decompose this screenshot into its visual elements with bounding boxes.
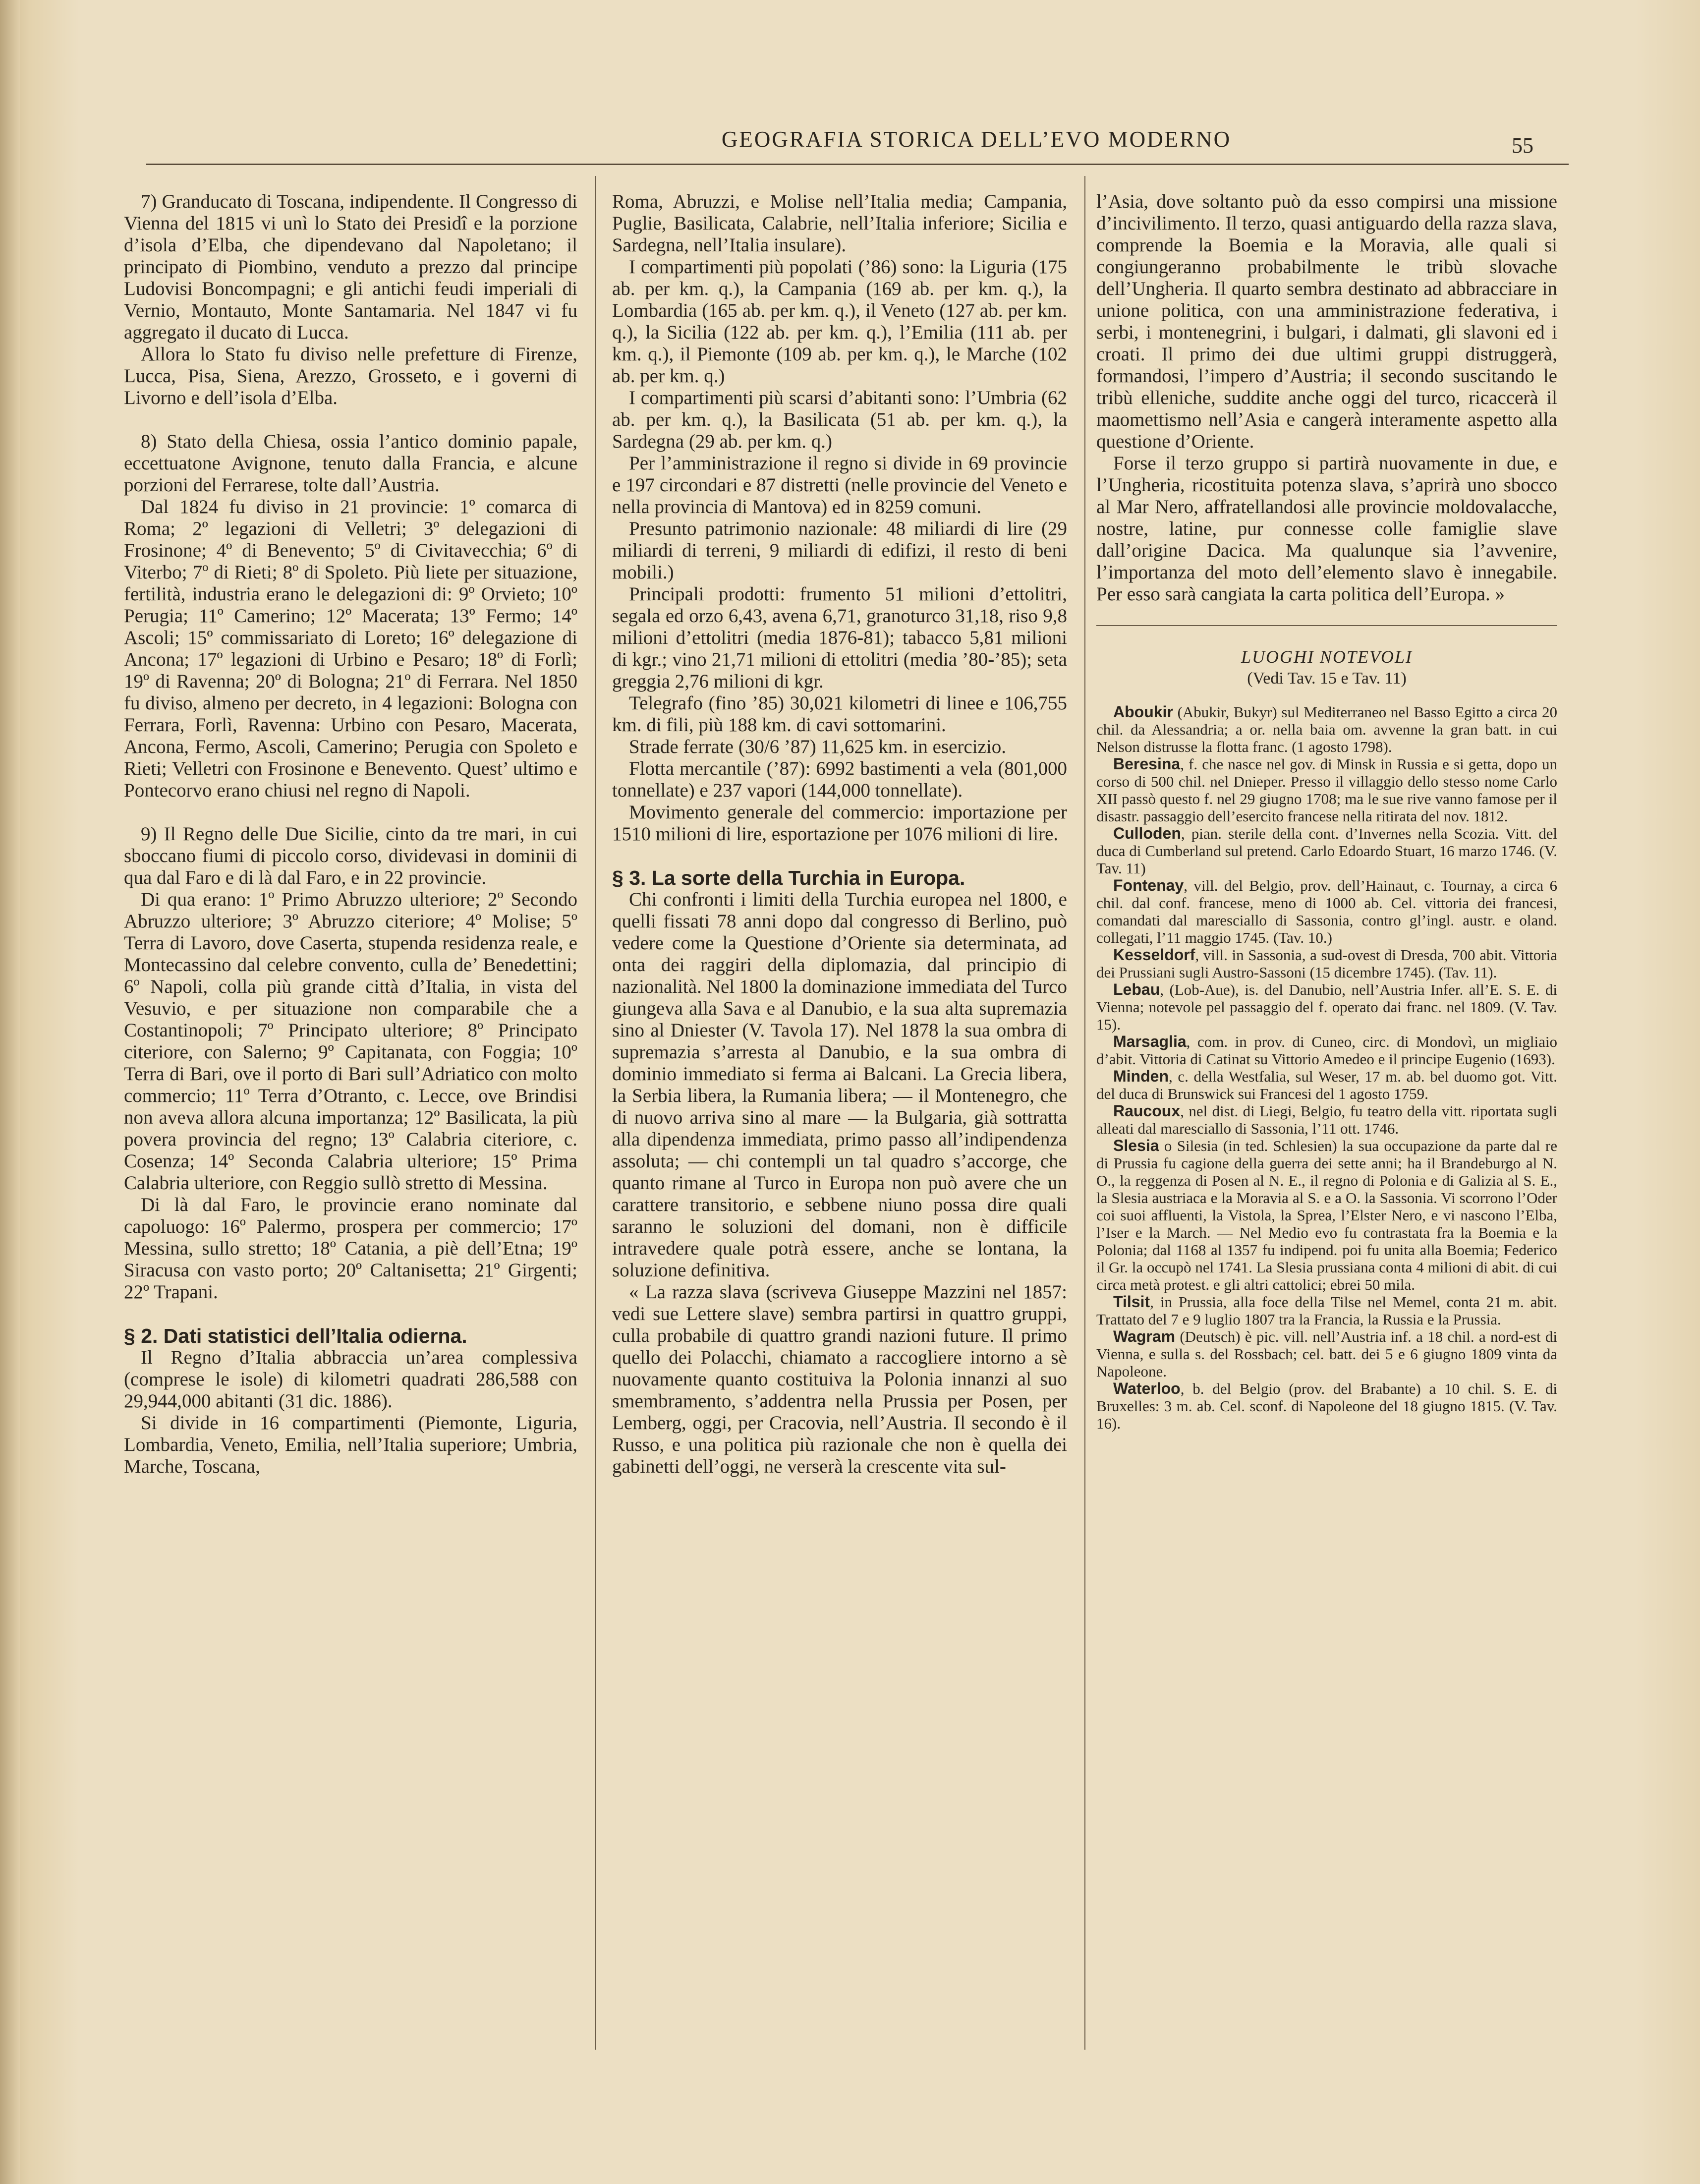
page-number: 55: [1512, 133, 1533, 158]
entry-tilsit: Tilsit, in Prussia, alla foce della Tilse nel Memel, conta 21 m. abit. Trattato del 7 e 9 luglio 1807 tra la Francia, la Russia e la Prussia.: [1096, 1293, 1557, 1328]
entry-kesseldorf: Kesseldorf, vill. in Sassonia, a sud-ovest di Dresda, 700 abit. Vittoria dei Prussiani sugli Austro-Sassoni (15 dicembre 1745). (Tav. 11).: [1096, 946, 1557, 981]
running-header: GEOGRAFIA STORICA DELL’EVO MODERNO: [721, 127, 1232, 152]
entry-minden: Minden, c. della Westfalia, sul Weser, 17 m. ab. bel duomo got. Vitt. del duca di Brunswick sui Francesi del 1 agosto 1759.: [1096, 1067, 1557, 1102]
entry-raucoux: Raucoux, nel dist. di Liegi, Belgio, fu teatro della vitt. riportata sugli alleati dal maresciallo di Sassonia, l’11 ott. 1746.: [1096, 1102, 1557, 1137]
paragraph-turchia: Chi confronti i limiti della Turchia europea nel 1800, e quelli fissati 78 anni dopo dal congresso di Berlino, può vedere come la Questione d’Oriente sia determinata, ad onta dei raggiri della diplomazia, dal principio di nazionalità. Nel 1800 la dominazione immediata del Turco giungeva alla Sava e al Danubio, e la sua alta supremazia sino al Dniester (V. Tavola 17). Nel 1878 la sua ombra di supremazia s’arresta al Danubio, e la sua ombra di dominio immediato si ferma ai Balcani. La Grecia libera, la Serbia libera, la Rumania libera; — il Montenegro, che di nuovo arriva sino al mare — la Bulgaria, già sottratta alla dipendenza immediata, primo passo all’indipendenza assoluta; — chi contempli un tal quadro s’accorge, che quanto rimane al Turco in Europa non può avere che un carattere transitorio, e sebbene niuno possa dire quali saranno le soluzioni del domani, non è difficile intravedere quale potrà essere, anche se lontana, la soluzione definitiva.: [612, 889, 1067, 1281]
paragraph-commercio: Movimento generale del commercio: importazione per 1510 milioni di lire, esportazione per 1076 milioni di lire.: [612, 802, 1067, 845]
luoghi-notevoli-title: LUOGHI NOTEVOLI: [1241, 647, 1413, 667]
paragraph-telegrafo: Telegrafo (fino ’85) 30,021 kilometri di linee e 106,755 km. di fili, più 188 km. di cavi sottomarini.: [612, 692, 1067, 736]
entry-wagram: Wagram (Deutsch) è pic. vill. nell’Austria inf. a 18 chil. a nord-est di Vienna, e sulla s. del Rossbach; cel. batt. dei 5 e 6 giugno 1809 vinta da Napoleone.: [1096, 1327, 1557, 1380]
column-3: [1096, 191, 1557, 1432]
column-rule-left: [595, 176, 596, 2050]
entry-beresina: Beresina, f. che nasce nel gov. di Minsk in Russia e si getta, dopo un corso di 500 chil. nel Dnieper. Presso il villaggio dello stesso nome Carlo XII passò questo f. nel 29 giugno 1708; ma le sue rive vanno famose per il disastr. passaggio dell’esercito francese nella ritirata del nov. 1812.: [1096, 755, 1557, 825]
entry-waterloo: Waterloo, b. del Belgio (prov. del Brabante) a 10 chil. S. E. di Bruxelles: 3 m. ab. Cel. sconf. di Napoleone del 18 giugno 1815. (V. Tav. 16).: [1096, 1379, 1557, 1432]
paragraph-di-la: Di là dal Faro, le provincie erano nominate dal capoluogo: 16º Palermo, prospera per commercio; 17º Messina, sullo stretto; 18º Catania, a piè dell’Etna; 19º Siracusa con vasto porto; 20º Caltanisetta; 21º Girgenti; 22º Trapani.: [124, 1194, 577, 1303]
entry-culloden: Culloden, pian. sterile della cont. d’Invernes nella Scozia. Vitt. del duca di Cumberland sul pretend. Carlo Edoardo Stuart, 16 marzo 1746. (V. Tav. 11): [1096, 824, 1557, 877]
paragraph-area: Il Regno d’Italia abbraccia un’area complessiva (comprese le isole) di kilometri quadrati 286,588 con 29,944,000 abitanti (31 dic. 1886).: [124, 1347, 577, 1412]
paragraph-strade-ferrate: Strade ferrate (30/6 ’87) 11,625 km. in esercizio.: [629, 736, 1006, 757]
entry-fontenay: Fontenay, vill. del Belgio, prov. dell’Hainaut, c. Tournay, a circa 6 chil. dal conf. francese, meno di 1000 ab. Cel. vittoria dei francesi, comandati dal maresciallo di Sassonia, contro gl’ingl. austr. e oland. collegati, l’11 maggio 1745. (Tav. 10.): [1096, 876, 1557, 946]
paragraph-mazzini-quote: « La razza slava (scriveva Giuseppe Mazzini nel 1857: vedi sue Lettere slave) sembra partirsi in quattro gruppi, culla probabile di quattro grandi nazioni future. Il primo quello dei Polacchi, chiamato a raccogliere intorno a sè nuovamente quanto costituiva la Polonia innanzi al suo smembramento, s’addentra nella Prussia per Posen, per Lemberg, oggi, per Cracovia, nell’Austria. Il secondo è il Russo, e una politica più razionale che non è quella dei gabinetti dell’oggi, ne verserà la crescente vita sul-: [612, 1281, 1067, 1477]
column-1: [124, 191, 577, 1478]
header-rule: [146, 164, 1569, 165]
paragraph-di-qua: Di qua erano: 1º Primo Abruzzo ulteriore; 2º Secondo Abruzzo ulteriore; 3º Abruzzo citeriore; 4º Molise; 5º Terra di Lavoro, dove Caserta, stupenda residenza reale, e Montecassino dal celebre convento, culla de’ Benedettini; 6º Napoli, colla più grande città d’Italia, in vista del Vesuvio, e per situazione non comparabile che a Costantinopoli; 7º Principato ulteriore; 8º Principato citeriore, con Salerno; 9º Capitanata, con Foggia; 10º Terra di Bari, ove il porto di Bari sull’Adriatico con molto commercio; 11º Terra d’Otranto, c. Lecce, ove Brindisi non aveva allora alcuna importanza; 12º Basilicata, la più povera provincia del regno; 13º Calabria citeriore, c. Cosenza; 14º Seconda Calabria ulteriore; 15º Prima Calabria ulteriore, con Reggio sullò stretto di Messina.: [124, 889, 577, 1194]
paragraph-scarsi: I compartimenti più scarsi d’abitanti sono: l’Umbria (62 ab. per km. q.), la Basilicata (51 ab. per km. q.), la Sardegna (29 ab. per km. q.): [612, 387, 1067, 452]
paragraph-compartimenti-cont: Roma, Abruzzi, e Molise nell’Italia media; Campania, Puglie, Basilicata, Calabrie, nell’Italia inferiore; Sicilia e Sardegna, nell’Italia insulare).: [612, 191, 1067, 256]
section-divider: [1096, 625, 1557, 626]
paragraph-toscana: 7) Granducato di Toscana, indipendente. Il Congresso di Vienna del 1815 vi unì lo Stato dei Presidî e la porzione d’isola d’Elba, che dipendevano dal Napoletano; il principato di Piombino, venduto a prezzo dal principe Ludovisi Boncompagni; e gli antichi feudi imperiali di Vernio, Montauto, Monte Santamaria. Nel 1847 vi fu aggregato il ducato di Lucca.: [124, 191, 577, 343]
paragraph-due-sicilie: 9) Il Regno delle Due Sicilie, cinto da tre mari, in cui sboccano fiumi di piccolo corso, dividevasi in dominii di qua dal Faro e di là dal Faro, e in 22 provincie.: [124, 823, 577, 888]
column-rule-right: [1084, 176, 1085, 2050]
paragraph-amministrazione: Per l’amministrazione il regno si divide in 69 provincie e 197 circondari e 87 distretti (nelle provincie del Veneto e nella provincia di Mantova) ed in 8259 comuni.: [612, 453, 1067, 517]
entry-lebau: Lebau, (Lob-Aue), is. del Danubio, nell’Austria Infer. all’E. S. E. di Vienna; notevole pel passaggio del f. operato dai franc. nel 1809. (V. Tav. 15).: [1096, 980, 1557, 1033]
paragraph-stato-chiesa: 8) Stato della Chiesa, ossia l’antico dominio papale, eccettuatone Avignone, tenuto dalla Francia, e alcune porzioni del Ferrarese, tolte dall’Austria.: [124, 431, 577, 496]
entry-aboukir: Aboukir (Abukir, Bukyr) sul Mediterraneo nel Basso Egitto a circa 20 chil. da Alessandria; a or. nella baia om. avvenne la gran batt. in cui Nelson distrusse la flotta franc. (1 agosto 1798).: [1096, 703, 1557, 755]
section-heading-dati-statistici: § 2. Dati statistici dell’Italia odierna.: [124, 1324, 467, 1347]
binding-shadow: [0, 0, 20, 2184]
paragraph-popolati: I compartimenti più popolati (’86) sono: la Liguria (175 ab. per km. q.), la Campania (169 ab. per km. q.), la Lombardia (165 ab. per km. q.), il Veneto (127 ab. per km. q.), la Sicilia (122 ab. per km. q.), l’Emilia (111 ab. per km. q.), il Piemonte (109 ab. per km. q.), le Marche (102 ab. per km. q.): [612, 256, 1067, 387]
section-heading-turchia: § 3. La sorte della Turchia in Europa.: [612, 866, 965, 889]
luoghi-notevoli-subtitle: (Vedi Tav. 15 e Tav. 11): [1247, 669, 1407, 688]
paragraph-quote-cont: l’Asia, dove soltanto può da esso compirsi una missione d’incivilimento. Il terzo, quasi antiguardo della razza slava, comprende la Boemia e la Moravia, alle quali si congiungeranno probabilmente le tribù slovache dell’Ungheria. Il quarto sembra destinato ad abbracciare in unione politica, con una amministrazione federativa, i serbi, i montenegrini, i bulgari, i dalmati, gli slavoni ed i croati. Il primo dei due ultimi gruppi distruggerà, formandosi, l’impero d’Austria; il secondo suscitando le tribù elleniche, suddite anche oggi del turco, ricaccerà il maomettismo nell’Asia e cangerà interamente aspetto alla questione d’Oriente.: [1096, 191, 1557, 452]
paragraph-prodotti: Principali prodotti: frumento 51 milioni d’ettolitri, segala ed orzo 6,43, avena 6,71, granoturco 31,18, riso 9,8 milioni d’ettolitri (media 1876-81); tabacco 5,81 milioni di kgr.; vino 21,71 milioni di ettolitri (media ’80-’85); seta greggia 2,76 milioni di kgr.: [612, 583, 1067, 692]
paragraph-toscana-prefetture: Allora lo Stato fu diviso nelle prefetture di Firenze, Lucca, Pisa, Siena, Arezzo, Grosseto, e i governi di Livorno e dell’isola d’Elba.: [124, 344, 577, 408]
paragraph-flotta: Flotta mercantile (’87): 6992 bastimenti a vela (801,000 tonnellate) e 237 vapori (144,000 tonnellate).: [612, 758, 1067, 801]
paragraph-terzo-gruppo: Forse il terzo gruppo si partirà nuovamente in due, e l’Ungheria, ricostituita potenza slava, s’aprirà uno sbocco al Mar Nero, affratellandosi alle provincie moldovalacche, nostre, latine, pur connesse colle famiglie slave dall’origine Dacica. Ma qualunque sia l’avvenire, l’importanza del moto dell’elemento slavo è innegabile. Per esso sarà cangiata la carta politica dell’Europa. »: [1096, 453, 1557, 605]
column-2: [612, 191, 1067, 1478]
paragraph-patrimonio: Presunto patrimonio nazionale: 48 miliardi di lire (29 miliardi di terreni, 9 miliardi di edifizi, il resto di beni mobili.): [612, 518, 1067, 583]
paragraph-chiesa-provincie: Dal 1824 fu diviso in 21 provincie: 1º comarca di Roma; 2º legazioni di Velletri; 3º delegazioni di Frosinone; 4º di Benevento; 5º di Civitavecchia; 6º di Viterbo; 7º di Rieti; 8º di Spoleto. Più liete per situazione, fertilità, industria erano le delegazioni di: 9º Orvieto; 10º Perugia; 11º Camerino; 12º Macerata; 13º Fermo; 14º Ascoli; 15º commissariato di Loreto; 16º delegazione di Ancona; 17º legazioni di Urbino e Pesaro; 18º di Forlì; 19º di Ravenna; 20º di Bologna; 21º di Ferrara. Nel 1850 fu diviso, almeno per decreto, in 4 legazioni: Bologna con Ferrara, Forlì, Ravenna: Urbino con Pesaro, Macerata, Ancona, Fermo, Ascoli, Camerino; Perugia con Spoleto e Rieti; Velletri con Frosinone e Benevento. Quest’ ultimo e Pontecorvo erano chiusi nel regno di Napoli.: [124, 496, 577, 801]
entry-marsaglia: Marsaglia, com. in prov. di Cuneo, circ. di Mondovì, un migliaio d’abit. Vittoria di Catinat su Vittorio Amedeo e il principe Eugenio (1693).: [1096, 1033, 1557, 1068]
paragraph-compartimenti: Si divide in 16 compartimenti (Piemonte, Liguria, Lombardia, Veneto, Emilia, nell’Italia superiore; Umbria, Marche, Toscana,: [124, 1412, 577, 1477]
entry-slesia: Slesia o Silesia (in ted. Schlesien) la sua occupazione da parte dal re di Prussia fu cagione della guerra dei sette anni; ha il Brandeburgo al N. O., la reggenza di Posen al N. E., il regno di Polonia e di Galizia al S. E., la Slesia austriaca e la Moravia al S. e a O. la Sassonia. Vi scorrono l’Oder coi suoi affluenti, la Vistola, la Sprea, l’Elster Nero, e vi nascono l’Elba, l’Iser e la March. — Nel Medio evo fu contrastata fra la Boemia e la Polonia; dal 1168 al 1357 fu indipend. poi fu unita alla Boemia; Federico il Gr. la occupò nel 1741. La Slesia prussiana conta 4 milioni di abit. di cui circa metà protest. e gli altri cattolici; ebrei 50 mila.: [1096, 1137, 1557, 1293]
